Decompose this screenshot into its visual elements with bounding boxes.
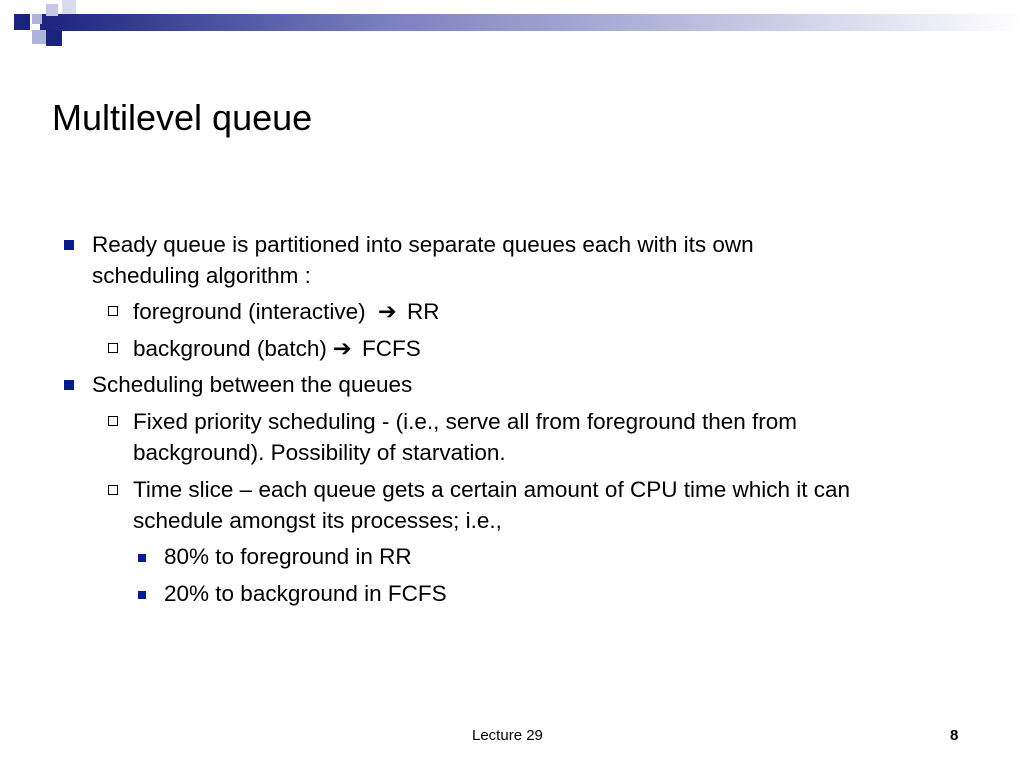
bullet-square-icon [64,380,74,390]
sub-bullet-text [133,406,797,468]
sub-sub-bullet-text: 80% to foreground in RR [164,544,412,569]
hollow-square-icon [108,343,118,353]
sub-bullet-text [133,474,850,536]
hollow-square-icon [108,485,118,495]
bullet-square-icon [138,591,146,599]
arrow-right-icon: ➔ [332,336,352,361]
sub-bullet-line: Fixed priority scheduling - (i.e., serve all from foreground then from [133,409,798,434]
bullet-square-icon [138,554,146,562]
bullet-line: Ready queue is partitioned into separate queues each with its own [92,232,754,257]
bullet-line: scheduling algorithm : [92,263,311,288]
bullet-text [92,369,412,400]
bullet-text [92,229,754,291]
footer-lecture-label: Lecture 29 [472,727,543,744]
bullet-line: Scheduling between the queues [92,372,413,397]
sub-bullet-line: Time slice – each queue gets a certain amount of CPU time which it can [133,477,851,502]
sub-bullet-line: schedule amongst its processes; i.e., [133,508,502,533]
hollow-square-icon [108,306,118,316]
corner-decoration [0,0,80,60]
bullet-square-icon [64,240,74,250]
arrow-right-icon: ➔ [377,299,397,324]
sub-sub-bullet-text: 20% to background in FCFS [164,581,447,606]
header-gradient-band [0,14,1024,31]
sub-bullet-line: background). Possibility of starvation. [133,440,506,465]
sub-bullet-text: foreground (interactive) ➔ RR [133,296,439,327]
hollow-square-icon [108,416,118,426]
slide-title: Multilevel queue [52,97,313,138]
footer-page-number: 8 [950,727,959,744]
sub-bullet-text: background (batch) ➔ FCFS [133,333,421,364]
